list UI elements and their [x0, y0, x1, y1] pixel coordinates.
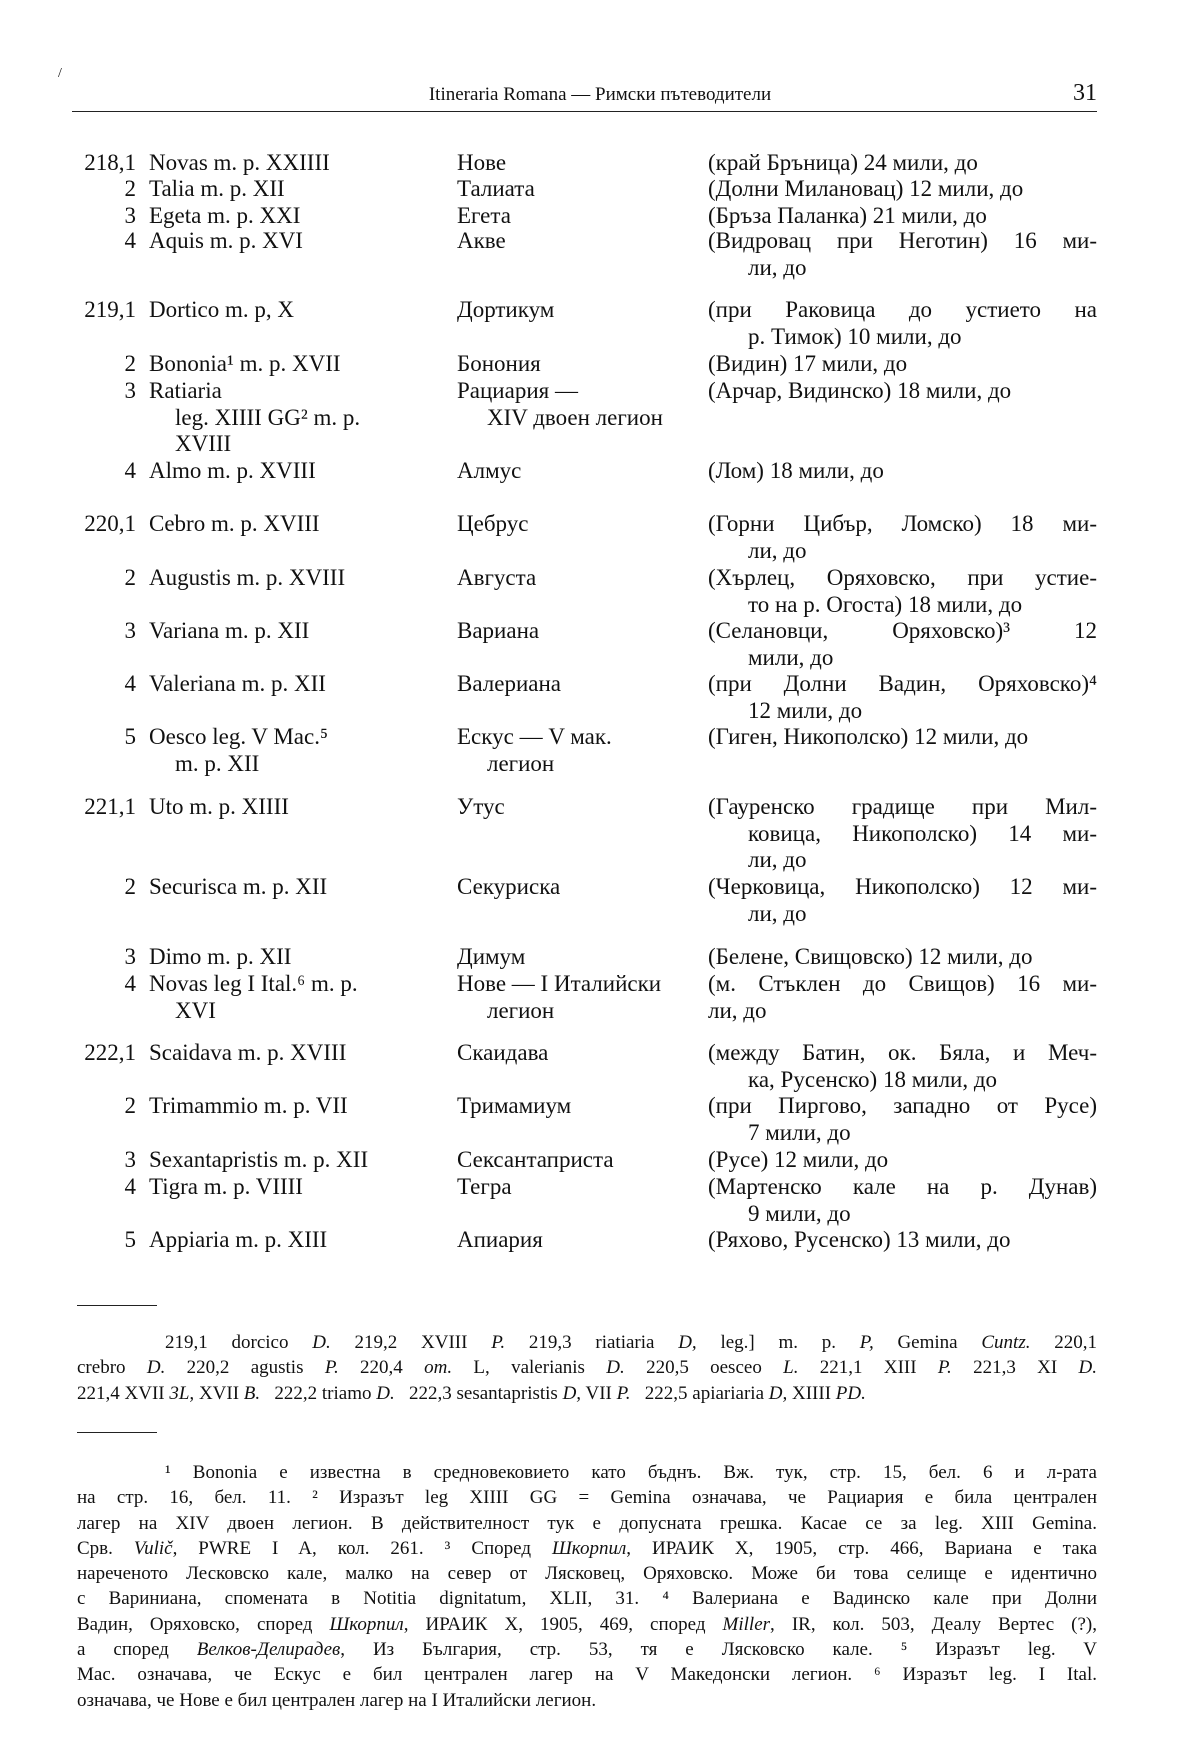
- section-number: 4: [124, 228, 136, 253]
- bulgarian-name-line: Апиария: [457, 1227, 543, 1252]
- footnote-text: Vulič: [133, 1537, 173, 1559]
- latin-station-line: Scaidava m. p. XVIII: [149, 1040, 347, 1065]
- modern-location: [708, 351, 1097, 378]
- section-number: 4: [124, 971, 136, 996]
- latin-station: [149, 671, 449, 698]
- modern-location: [708, 297, 1097, 350]
- bulgarian-name-line: Тегра: [457, 1174, 512, 1199]
- apparatus-text: PD.: [835, 1382, 866, 1404]
- latin-station: [149, 176, 449, 203]
- footnote-text: Шкорпил: [329, 1613, 404, 1635]
- footnote-text: Велков-Делирадев: [196, 1639, 341, 1661]
- latin-station: [149, 1147, 449, 1174]
- footnote-text: на стр. 16, бел. 11. ² Изразът leg XIIII GG = Gemina означава, че Рациария е била централен: [77, 1487, 1097, 1509]
- footnote-text: Срв.: [77, 1537, 134, 1559]
- modern-location-line: ли, до: [748, 254, 807, 280]
- footnote-line: [77, 1485, 1097, 1510]
- latin-station: [149, 1227, 449, 1254]
- modern-location-line: ка, Русенско) 18 мили, до: [748, 1066, 998, 1092]
- latin-station-line: XVI: [175, 997, 216, 1023]
- footnote-line: [77, 1511, 1097, 1536]
- latin-station: [149, 351, 449, 378]
- bulgarian-name-line: XIV двоен легион: [487, 404, 663, 430]
- section-number: 3: [124, 618, 136, 643]
- latin-station-line: Ratiaria: [149, 378, 222, 403]
- apparatus-text: B.: [243, 1382, 261, 1404]
- section-number: 4: [124, 671, 136, 696]
- apparatus-text: 219,3 riatiaria: [505, 1332, 679, 1353]
- apparatus-line: [77, 1330, 1097, 1355]
- latin-station-line: leg. XIIII GG² m. p.: [175, 404, 361, 430]
- latin-station: [149, 971, 449, 1024]
- apparatus-text: D,: [562, 1382, 582, 1404]
- modern-location-line: ковица, Никополско) 14 ми-: [748, 820, 1097, 846]
- modern-location: [708, 1227, 1097, 1254]
- latin-station-line: XVIII: [175, 431, 232, 456]
- section-number: 5: [124, 1227, 136, 1252]
- apparatus-text: P.: [324, 1357, 339, 1379]
- latin-station-line: Novas m. p. XXIIII: [149, 150, 330, 175]
- latin-station: [149, 297, 449, 324]
- apparatus-text: D.: [1078, 1357, 1098, 1379]
- apparatus-line: [77, 1381, 1097, 1406]
- modern-location-line: (край Бръница) 24 мили, до: [708, 150, 978, 175]
- apparatus-text: 221,4 XVII: [77, 1382, 170, 1404]
- bulgarian-name: [457, 228, 702, 255]
- footnote-text: означава, че Нове е бил централен лагер на I Италийски легион.: [77, 1689, 597, 1711]
- bulgarian-name-line: легион: [487, 750, 555, 776]
- latin-station-line: m. p. XII: [175, 750, 260, 776]
- bulgarian-name-line: Димум: [457, 944, 526, 969]
- running-header-title: Itineraria Romana — Римски пътеводители: [428, 84, 772, 105]
- bulgarian-name: [457, 944, 702, 971]
- modern-location: [708, 150, 1097, 177]
- modern-location-line: (Гиген, Никополско) 12 мили, до: [708, 724, 1029, 749]
- apparatus-text: Gemina: [873, 1332, 982, 1353]
- section-number: 4: [124, 458, 136, 483]
- apparatus-text: 220,1: [1030, 1332, 1097, 1353]
- bulgarian-name-line: Валериана: [457, 671, 561, 696]
- modern-location-line: (при Долни Вадин, Оряховско)⁴: [708, 671, 1097, 696]
- footnote-text: а според: [77, 1639, 197, 1661]
- apparatus-text: D.: [146, 1357, 166, 1379]
- footnote-text: ¹ Bononia е известна в средновековието като бъднъ. Вж. тук, стр. 15, бел. 6 и л-рата: [165, 1462, 1097, 1483]
- footnote-text: Вадин, Оряховско, според: [77, 1613, 330, 1635]
- modern-location-line: 9 мили, до: [748, 1200, 851, 1226]
- footnote-line: [77, 1662, 1097, 1687]
- latin-station-line: Cebro m. p. XVIII: [149, 511, 320, 536]
- bulgarian-name-line: Егета: [457, 203, 511, 228]
- footnote-text: , PWRE I A, кол. 261. ³ Според: [172, 1537, 552, 1559]
- latin-station-line: Dortico m. p, X: [149, 297, 295, 322]
- apparatus-text: XIIII: [787, 1382, 836, 1404]
- bulgarian-name: [457, 971, 702, 1024]
- modern-location: [708, 1174, 1097, 1227]
- bulgarian-name-line: Сексантаприста: [457, 1147, 614, 1172]
- latin-station-line: Bononia¹ m. p. XVII: [149, 351, 341, 376]
- apparatus-text: VII: [581, 1382, 617, 1404]
- bulgarian-name-line: Дортикум: [457, 297, 555, 322]
- apparatus-text: crebro: [77, 1357, 147, 1379]
- latin-station: [149, 228, 449, 255]
- apparatus-text: 219,1 dorcico: [165, 1332, 313, 1353]
- modern-location-line: (Лом) 18 мили, до: [708, 458, 884, 483]
- page-number: 31: [1073, 80, 1097, 106]
- section-number: 2: [124, 874, 136, 899]
- modern-location-line: ли, до: [748, 900, 807, 926]
- footnote-line: [77, 1460, 1097, 1485]
- latin-station-line: Augustis m. p. XVIII: [149, 565, 346, 590]
- bulgarian-name-line: Августа: [457, 565, 537, 590]
- bulgarian-name: [457, 203, 702, 230]
- bulgarian-name-line: Рациария —: [457, 378, 578, 403]
- modern-location-line: ли, до: [748, 537, 807, 563]
- latin-station-line: Variana m. p. XII: [149, 618, 310, 643]
- apparatus-text: P.: [616, 1382, 631, 1404]
- apparatus-text: 220,4: [338, 1357, 425, 1379]
- bulgarian-name-line: Ескус — V мак.: [457, 724, 612, 749]
- latin-station: [149, 565, 449, 592]
- bulgarian-name-line: Алмус: [457, 458, 522, 483]
- section-number: 4: [124, 1174, 136, 1199]
- modern-location-line: (Арчар, Видинско) 18 мили, до: [708, 378, 1012, 403]
- footnote-text: , ИРАИК X, 1905, 469, според: [403, 1613, 723, 1635]
- modern-location-line: 7 мили, до: [748, 1119, 851, 1145]
- modern-location: [708, 671, 1097, 724]
- modern-location-line: ли, до: [748, 847, 807, 872]
- latin-station: [149, 944, 449, 971]
- latin-station-line: Talia m. p. XII: [149, 176, 285, 201]
- footnote-separator: [77, 1432, 157, 1433]
- apparatus-text: L, valerianis: [452, 1357, 607, 1379]
- section-number: 221,1: [84, 794, 136, 819]
- bulgarian-name: [457, 1093, 702, 1120]
- bulgarian-name: [457, 1174, 702, 1201]
- modern-location: [708, 228, 1097, 281]
- modern-location: [708, 176, 1097, 203]
- modern-location-line: (Селановци, Оряховско)³ 12: [708, 618, 1097, 643]
- modern-location: [708, 511, 1097, 564]
- modern-location-line: ли, до: [708, 997, 767, 1023]
- latin-station-line: Sexantapristis m. p. XII: [149, 1147, 369, 1172]
- modern-location-line: (между Батин, ок. Бяла, и Меч-: [708, 1040, 1097, 1065]
- modern-location-line: (Ряхово, Русенско) 13 мили, до: [708, 1227, 1011, 1252]
- apparatus-text: 220,2 agustis: [165, 1357, 325, 1379]
- latin-station: [149, 1174, 449, 1201]
- latin-station: [149, 511, 449, 538]
- corner-mark: /: [58, 66, 62, 81]
- bulgarian-name: [457, 565, 702, 592]
- apparatus-text: D,: [678, 1332, 697, 1353]
- bulgarian-name: [457, 1040, 702, 1067]
- modern-location: [708, 1040, 1097, 1093]
- modern-location: [708, 618, 1097, 671]
- modern-location: [708, 458, 1097, 485]
- apparatus-separator: [77, 1305, 157, 1306]
- modern-location-line: (Видровац при Неготин) 16 ми-: [708, 228, 1097, 253]
- apparatus-text: Cuntz.: [981, 1332, 1031, 1353]
- bulgarian-name: [457, 511, 702, 538]
- modern-location-line: (Русе) 12 мили, до: [708, 1147, 889, 1172]
- bulgarian-name-line: Скаидава: [457, 1040, 549, 1065]
- bulgarian-name-line: Тримамиум: [457, 1093, 572, 1118]
- apparatus-text: 222,2 triamo: [260, 1382, 377, 1404]
- latin-station-line: Oesco leg. V Mac.⁵: [149, 724, 328, 749]
- section-number: 220,1: [84, 511, 136, 536]
- latin-station-line: Tigra m. p. VIIII: [149, 1174, 303, 1199]
- apparatus-text: 219,2 XVIII: [330, 1332, 492, 1353]
- modern-location: [708, 203, 1097, 230]
- modern-location-line: р. Тимок) 10 мили, до: [748, 323, 962, 349]
- apparatus-text: XVII: [194, 1382, 244, 1404]
- bulgarian-name-line: Бонония: [457, 351, 541, 376]
- latin-station: [149, 378, 449, 458]
- modern-location: [708, 794, 1097, 874]
- modern-location-line: (Мартенско кале на р. Дунав): [708, 1174, 1097, 1199]
- section-number: 3: [124, 378, 136, 403]
- apparatus-line: [77, 1355, 1097, 1380]
- apparatus-text: leg.] m. p.: [696, 1332, 860, 1353]
- bulgarian-name: [457, 176, 702, 203]
- modern-location-line: (при Пиргово, западно от Русе): [708, 1093, 1097, 1118]
- modern-location-line: (Бръза Паланка) 21 мили, до: [708, 203, 987, 228]
- footnote-text: , ИРАИК X, 1905, стр. 466, Вариана е така: [626, 1537, 1097, 1559]
- latin-station-line: Valeriana m. p. XII: [149, 671, 326, 696]
- modern-location-line: мили, до: [748, 644, 834, 670]
- apparatus-text: 222,3 sesantapristis: [394, 1382, 563, 1404]
- apparatus-text: D.: [312, 1332, 331, 1353]
- modern-location-line: (Видин) 17 мили, до: [708, 351, 908, 376]
- modern-location-line: (Белене, Свищовско) 12 мили, до: [708, 944, 1033, 969]
- modern-location-line: (Горни Цибър, Ломско) 18 ми-: [708, 511, 1097, 536]
- bulgarian-name-line: Нове — I Италийски: [457, 971, 662, 996]
- bulgarian-name: [457, 794, 702, 821]
- modern-location: [708, 378, 1097, 405]
- modern-location: [708, 971, 1097, 1024]
- modern-location-line: (Хърлец, Оряховско, при устие-: [708, 565, 1097, 590]
- footnote-text: нареченото Лесковско кале, малко на север от Лясковец, Оряховско. Може би това селище е идентично: [77, 1563, 1097, 1585]
- footnote-line: [77, 1536, 1097, 1561]
- modern-location-line: (Черковица, Никополско) 12 ми-: [708, 874, 1097, 899]
- latin-station-line: Uto m. p. XIIII: [149, 794, 289, 819]
- latin-station-line: Almo m. p. XVIII: [149, 458, 316, 483]
- latin-station-line: Aquis m. p. XVI: [149, 228, 303, 253]
- bulgarian-name: [457, 1147, 702, 1174]
- section-number: 2: [124, 565, 136, 590]
- section-number: 2: [124, 1093, 136, 1118]
- bulgarian-name: [457, 1227, 702, 1254]
- footnote-text: Miller: [722, 1613, 771, 1635]
- latin-station: [149, 150, 449, 177]
- footnote-text: Mac. означава, че Ескус е бил централен лагер на V Македонски легион. ⁶ Изразът leg. I Ital.: [77, 1664, 1097, 1686]
- modern-location: [708, 724, 1097, 751]
- footnote-text: Шкорпил: [551, 1537, 627, 1559]
- latin-station: [149, 618, 449, 645]
- apparatus-text: 3L,: [169, 1382, 195, 1404]
- apparatus-text: 220,5 oesceo: [624, 1357, 784, 1379]
- section-number: 3: [124, 944, 136, 969]
- bulgarian-name: [457, 378, 702, 431]
- modern-location: [708, 1093, 1097, 1146]
- latin-station-line: Trimammio m. p. VII: [149, 1093, 348, 1118]
- latin-station: [149, 724, 449, 777]
- modern-location-line: (при Раковица до устието на: [708, 297, 1097, 322]
- bulgarian-name-line: Акве: [457, 228, 506, 253]
- bulgarian-name-line: Цебрус: [457, 511, 529, 536]
- apparatus-text: P,: [859, 1332, 874, 1353]
- section-number: 222,1: [84, 1040, 136, 1065]
- bulgarian-name-line: легион: [487, 997, 555, 1023]
- bulgarian-name: [457, 150, 702, 177]
- bulgarian-name-line: Секуриска: [457, 874, 561, 899]
- footnote-line: [77, 1586, 1097, 1611]
- modern-location-line: (Долни Милановац) 12 мили, до: [708, 176, 1024, 201]
- modern-location-line: (м. Стъклен до Свищов) 16 ми-: [708, 971, 1097, 996]
- bulgarian-name: [457, 351, 702, 378]
- latin-station-line: Securisca m. p. XII: [149, 874, 328, 899]
- apparatus-text: D.: [606, 1357, 625, 1379]
- modern-location: [708, 944, 1097, 971]
- latin-station: [149, 1040, 449, 1067]
- section-number: 5: [124, 724, 136, 749]
- bulgarian-name-line: Вариана: [457, 618, 540, 643]
- bulgarian-name-line: Утус: [457, 794, 505, 819]
- latin-station: [149, 794, 449, 821]
- bulgarian-name-line: Талиата: [457, 176, 535, 201]
- footnote-line: [77, 1561, 1097, 1586]
- critical-apparatus: [77, 1330, 1097, 1406]
- apparatus-text: 222,5 apiariaria: [630, 1382, 769, 1404]
- latin-station-line: Egeta m. p. XXI: [149, 203, 301, 228]
- section-number: 2: [124, 351, 136, 376]
- bulgarian-name-line: Нове: [457, 150, 507, 175]
- modern-location: [708, 565, 1097, 618]
- modern-location-line: (Гауренско градище при Мил-: [708, 794, 1097, 819]
- apparatus-text: D.: [376, 1382, 395, 1404]
- apparatus-text: 221,1 XIII: [798, 1357, 938, 1379]
- latin-station-line: Appiaria m. p. XIII: [149, 1227, 328, 1252]
- footnote-line: [77, 1637, 1097, 1662]
- apparatus-text: L.: [783, 1357, 799, 1379]
- latin-station: [149, 203, 449, 230]
- latin-station-line: Dimo m. p. XII: [149, 944, 292, 969]
- apparatus-text: D,: [768, 1382, 788, 1404]
- modern-location-line: то на р. Огоста) 18 мили, до: [748, 591, 1023, 617]
- latin-station: [149, 458, 449, 485]
- footnote-line: [77, 1612, 1097, 1637]
- modern-location: [708, 874, 1097, 927]
- bulgarian-name: [457, 874, 702, 901]
- latin-station: [149, 874, 449, 901]
- apparatus-text: P.: [491, 1332, 506, 1353]
- footnote-line: [77, 1688, 1097, 1713]
- footnote-text: с Вариниана, спомената в Notitia dignitatum, XLII, 31. ⁴ Валериана е Вадинско кале при Долни: [77, 1588, 1097, 1610]
- section-number: 218,1: [84, 150, 136, 175]
- modern-location: [708, 1147, 1097, 1174]
- footnote-text: лагер на XIV двоен легион. В действителност тук е допусната грешка. Касае се за leg. XIII Gemina.: [77, 1512, 1097, 1534]
- section-number: 3: [124, 203, 136, 228]
- section-number: 2: [124, 176, 136, 201]
- footnote-text: , IR, кол. 503, Деалу Вертес (?),: [770, 1613, 1097, 1635]
- footnotes: [77, 1460, 1097, 1713]
- apparatus-text: P.: [937, 1357, 952, 1379]
- section-number: 219,1: [84, 297, 136, 322]
- apparatus-text: 221,3 XI: [951, 1357, 1079, 1379]
- section-number: 3: [124, 1147, 136, 1172]
- bulgarian-name: [457, 618, 702, 645]
- modern-location-line: 12 мили, до: [748, 697, 863, 723]
- latin-station-line: Novas leg I Ital.⁶ m. p.: [149, 971, 358, 996]
- header-rule: [72, 111, 1097, 112]
- bulgarian-name: [457, 458, 702, 485]
- bulgarian-name: [457, 671, 702, 698]
- bulgarian-name: [457, 297, 702, 324]
- bulgarian-name: [457, 724, 702, 777]
- latin-station: [149, 1093, 449, 1120]
- apparatus-text: om.: [424, 1357, 453, 1379]
- footnote-text: , Из България, стр. 53, тя е Лясковско кале. ⁵ Изразът leg. V: [340, 1639, 1097, 1661]
